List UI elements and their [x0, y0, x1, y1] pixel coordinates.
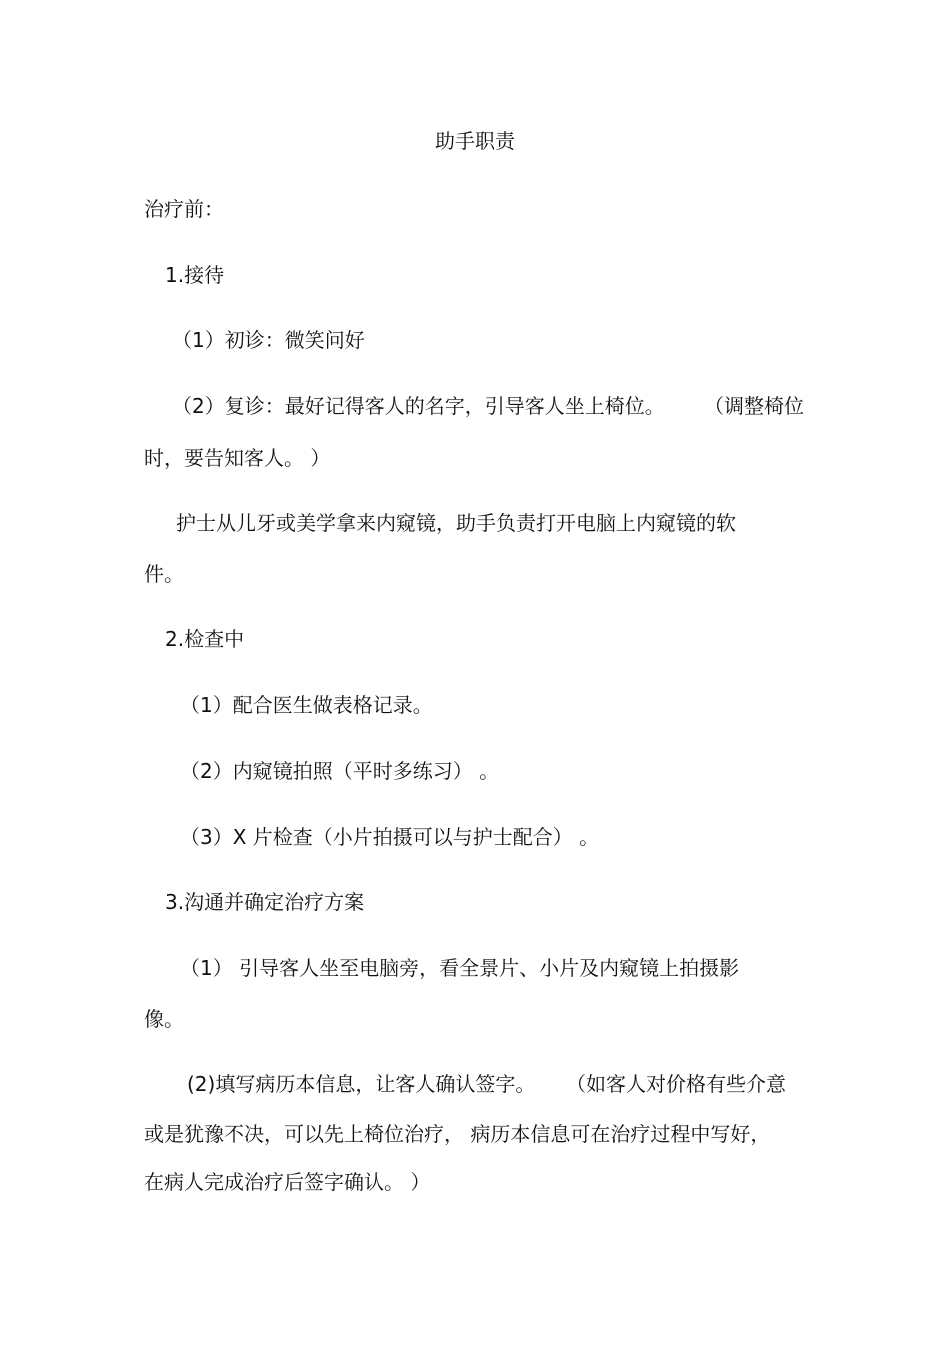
item-exam-1: （1）配合医生做表格记录。 — [180, 693, 433, 717]
paragraph-nurse-cont: 件。 — [144, 562, 184, 586]
page-title: 助手职责 — [435, 129, 515, 153]
item-plan-1: （1） 引导客人坐至电脑旁，看全景片、小片及内窥镜上拍摄影 — [180, 956, 740, 980]
item-plan-1-cont: 像。 — [144, 1007, 184, 1031]
item-return-visit-cont: 时，要告知客人。 ） — [144, 446, 331, 470]
item-exam-3: （3）X 片检查（小片拍摄可以与护士配合） 。 — [180, 825, 600, 849]
item-plan-2-note: （如客人对价格有些介意 — [566, 1072, 786, 1096]
item-return-visit: （2）复诊：最好记得客人的名字，引导客人坐上椅位。 — [172, 394, 665, 418]
item-exam: 2.检查中 — [165, 627, 245, 651]
item-plan-2-end: 在病人完成治疗后签字确认。 ） — [144, 1170, 431, 1194]
item-plan-2: (2)填写病历本信息，让客人确认签字。 — [187, 1072, 536, 1096]
paragraph-nurse: 护士从儿牙或美学拿来内窥镜，助手负责打开电脑上内窥镜的软 — [176, 511, 736, 535]
item-exam-2: （2）内窥镜拍照（平时多练习） 。 — [180, 759, 500, 783]
item-plan-2-cont: 或是犹豫不决，可以先上椅位治疗， 病历本信息可在治疗过程中写好， — [144, 1122, 771, 1146]
item-return-visit-note: （调整椅位 — [704, 394, 804, 418]
item-plan: 3.沟通并确定治疗方案 — [165, 890, 365, 914]
item-first-visit: （1）初诊：微笑问好 — [172, 328, 365, 352]
item-reception: 1.接待 — [165, 263, 225, 287]
section-heading: 治疗前： — [144, 197, 224, 221]
